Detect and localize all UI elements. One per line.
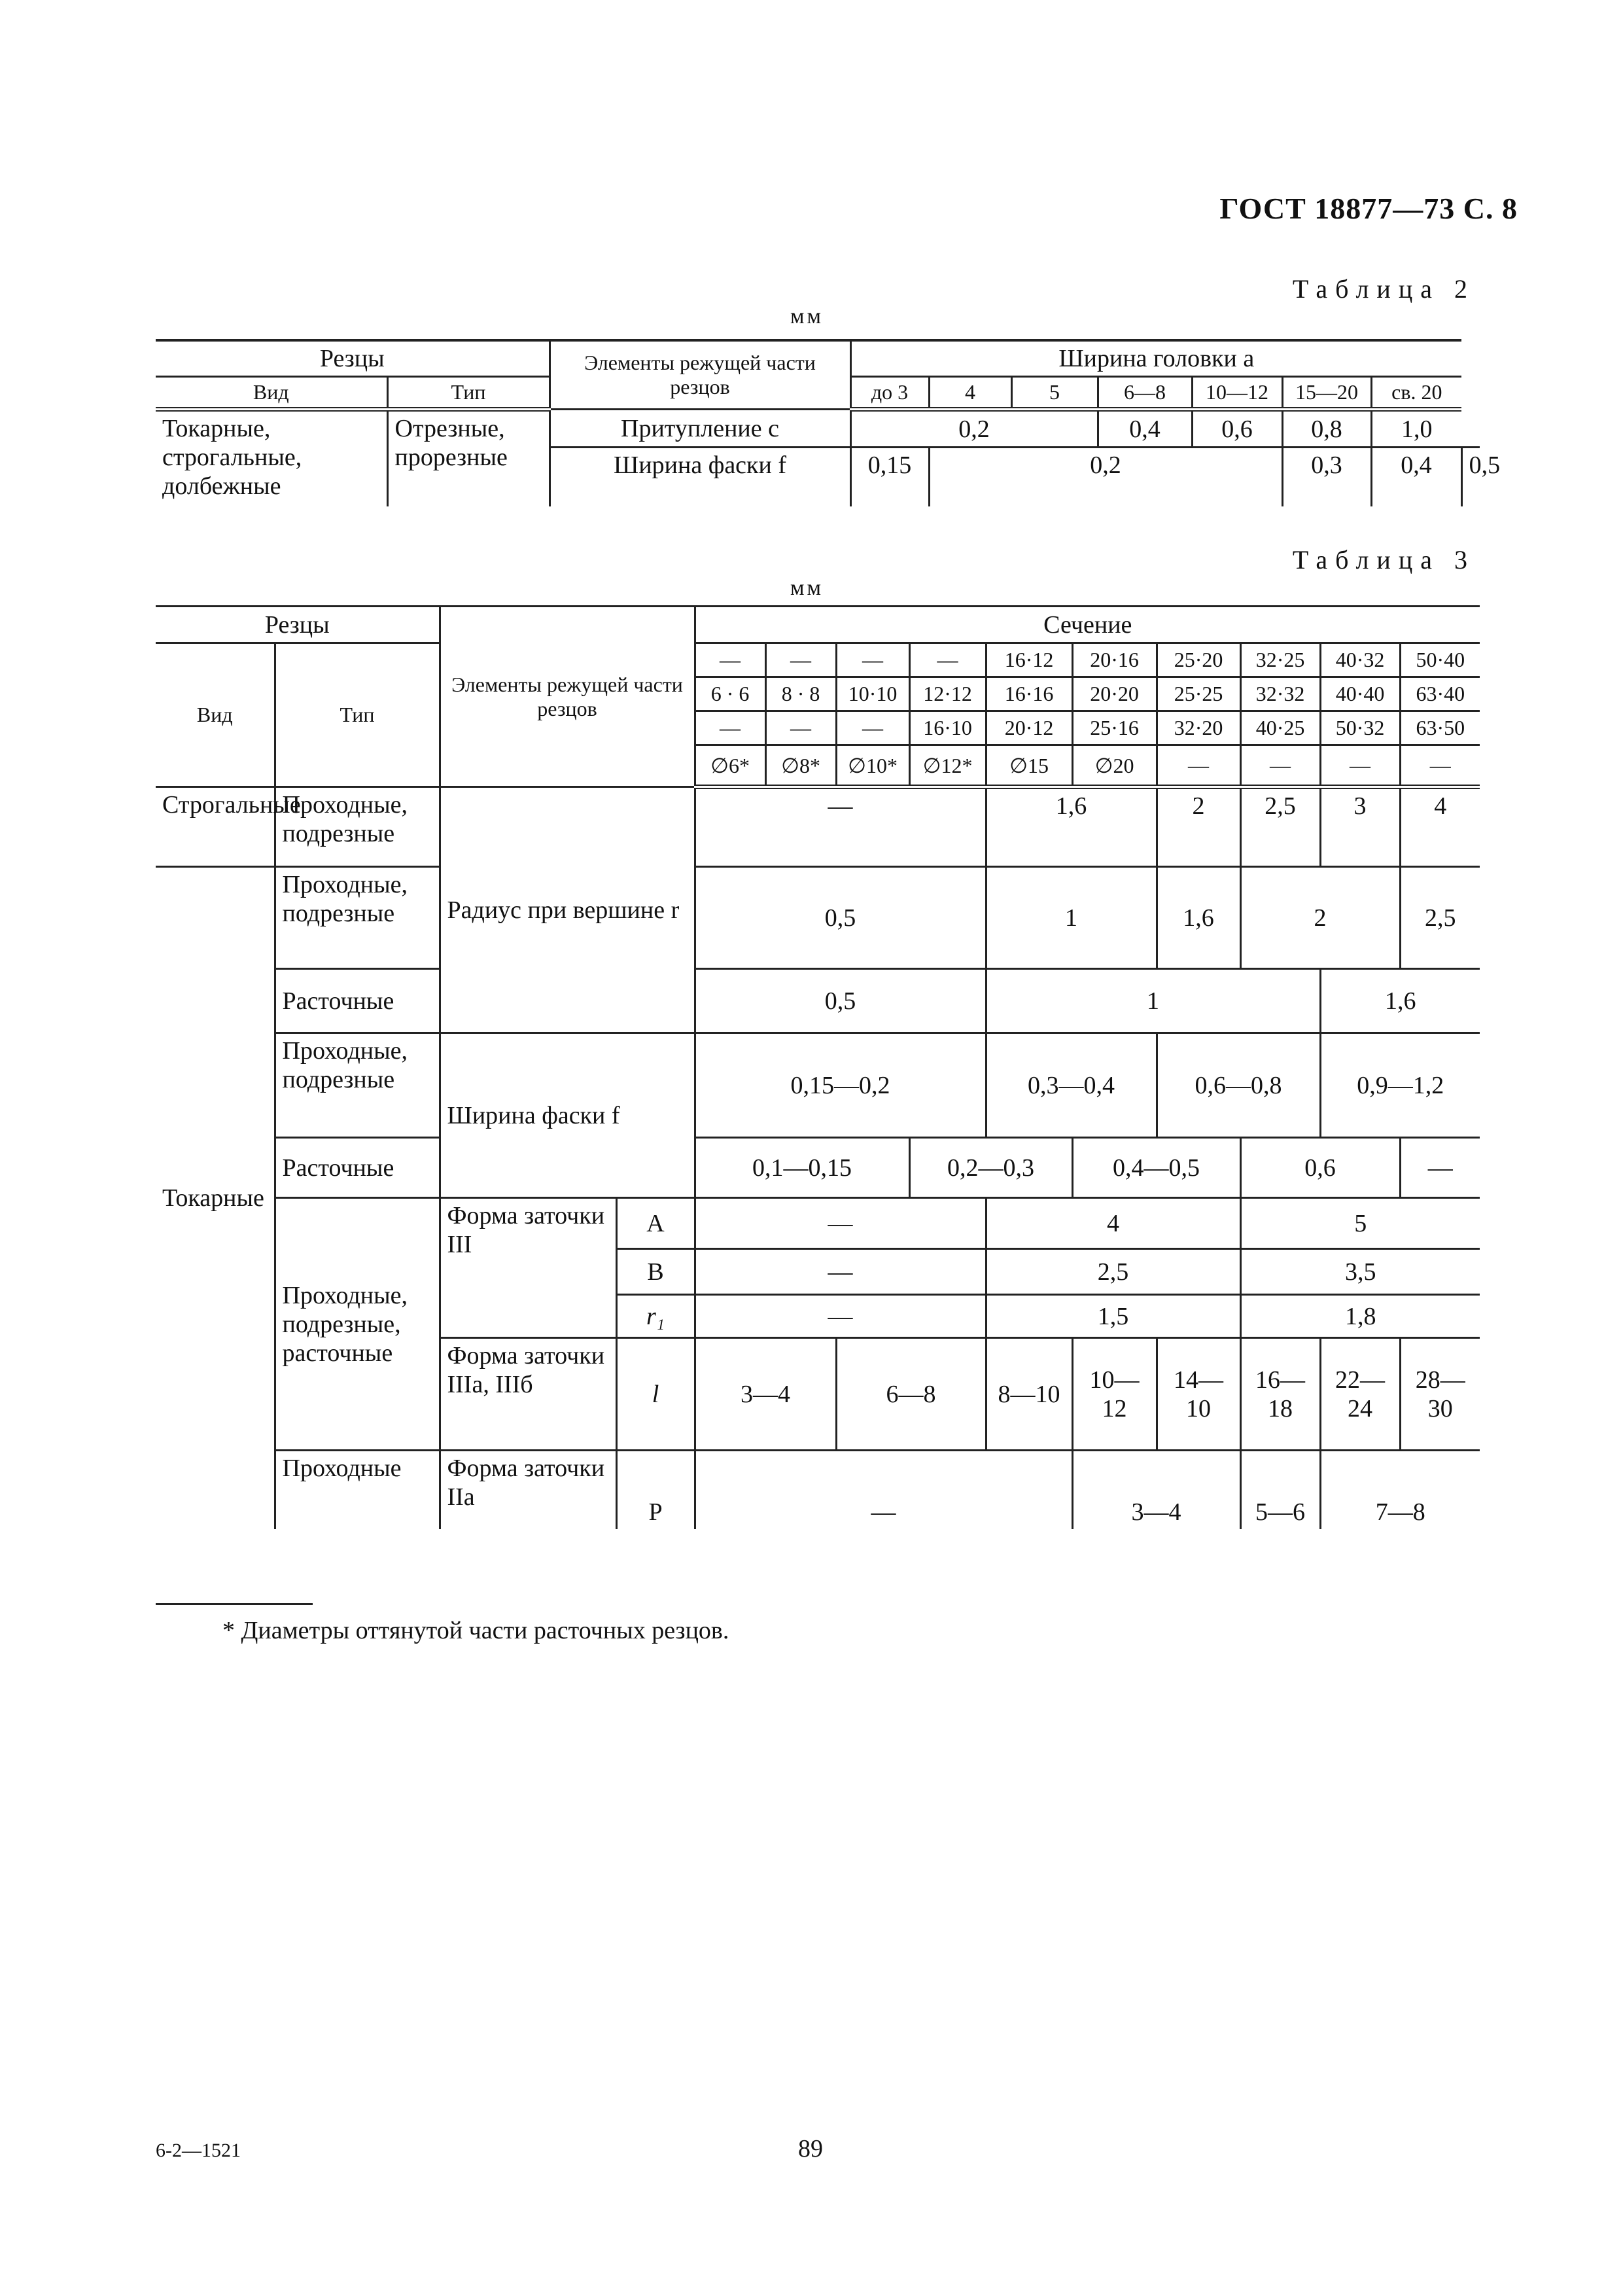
t3-row-l-v7: 28—30 <box>1400 1338 1480 1451</box>
t3-f-prohod-v3: 0,9—1,2 <box>1320 1033 1480 1138</box>
t3-row-r1-v0: — <box>695 1295 986 1338</box>
t3-sec2-0: 6 · 6 <box>695 677 765 711</box>
t2-head-rezcy: Резцы <box>156 340 550 377</box>
t2-row1-v4: 0,8 <box>1282 410 1371 448</box>
t3-sec1-6: 25·20 <box>1157 643 1240 677</box>
t2-row2-element: Ширина фаски f <box>550 448 850 506</box>
t2-row1-element: Притупление c <box>550 410 850 448</box>
t3-strog-v0: — <box>695 787 986 867</box>
t2-width-5: 15—20 <box>1282 377 1371 410</box>
t3-row-l-v0: 3—4 <box>695 1338 836 1451</box>
t2-row2-v5: 0,5 <box>1461 448 1480 506</box>
t3-row-r1-v2: 1,8 <box>1240 1295 1480 1338</box>
t3-r-prohod-tip: Проходные, подрезные <box>275 867 440 969</box>
t3-sec4-2: ∅10* <box>836 745 909 787</box>
t3-sec4-0: ∅6* <box>695 745 765 787</box>
t3-row-p-v0: — <box>695 1451 1072 1529</box>
t3-row-l-v1: 6—8 <box>836 1338 986 1451</box>
t2-width-2: 5 <box>1011 377 1098 410</box>
t3-sec4-6: — <box>1157 745 1240 787</box>
t3-f-rast-v2: 0,4—0,5 <box>1072 1138 1240 1198</box>
t3-sec4-4: ∅15 <box>986 745 1072 787</box>
t3-row-p-v2: 5—6 <box>1240 1451 1320 1529</box>
t3-forma2a-label: Форма заточки IIа <box>440 1451 616 1529</box>
t3-tok-vid: Токарные <box>156 867 275 1529</box>
t2-head-vid: Вид <box>156 377 387 410</box>
t2-row2-v3: 0,3 <box>1282 448 1371 506</box>
t3-r-prohod-v3: 2 <box>1240 867 1400 969</box>
t3-forma3-label: Форма заточки III <box>440 1198 616 1338</box>
t3-faska-label: Ширина фаски f <box>440 1033 695 1198</box>
table3-label: Таблица 3 <box>1292 545 1475 574</box>
footnote: * Диаметры оттянутой части расточных резцов. <box>222 1617 729 1644</box>
t3-sec2-9: 63·40 <box>1400 677 1480 711</box>
t3-r-prohod-v0: 0,5 <box>695 867 986 969</box>
t3-strog-v1: 1,6 <box>986 787 1157 867</box>
table2-unit: мм <box>790 304 824 328</box>
t2-row1-v2: 0,4 <box>1098 410 1192 448</box>
t3-sec3-0: — <box>695 711 765 745</box>
t3-sec2-5: 20·20 <box>1072 677 1157 711</box>
t3-sec2-2: 10·10 <box>836 677 909 711</box>
t3-row-b-v0: — <box>695 1249 986 1295</box>
t3-forma-tip: Проходные, подрезные, расточные <box>275 1198 440 1451</box>
t3-r-rast-v1: 1 <box>986 969 1320 1033</box>
t2-head-width: Ширина головки a <box>850 340 1461 377</box>
t2-vid: Токарные, строгальные, долбежные <box>156 410 387 506</box>
t3-row-b-v2: 3,5 <box>1240 1249 1480 1295</box>
t3-sec1-7: 32·25 <box>1240 643 1320 677</box>
t3-r-prohod-v4: 2,5 <box>1400 867 1480 969</box>
t3-sec3-5: 25·16 <box>1072 711 1157 745</box>
table-3 <box>156 605 1480 1529</box>
t3-sec1-3: — <box>909 643 986 677</box>
table3-unit: мм <box>790 576 824 600</box>
t3-row-l-v3: 10—12 <box>1072 1338 1157 1451</box>
t3-f-rast-v0: 0,1—0,15 <box>695 1138 909 1198</box>
t3-sec2-4: 16·16 <box>986 677 1072 711</box>
t3-sec3-6: 32·20 <box>1157 711 1240 745</box>
t3-r-rast-v0: 0,5 <box>695 969 986 1033</box>
document-reference: ГОСТ 18877—73 С. 8 <box>1219 192 1518 225</box>
t3-sec3-7: 40·25 <box>1240 711 1320 745</box>
t3-prohod-tip: Проходные <box>275 1451 440 1529</box>
t3-f-rast-tip: Расточные <box>275 1138 440 1198</box>
t3-sec4-3: ∅12* <box>909 745 986 787</box>
t3-row-b-v1: 2,5 <box>986 1249 1240 1295</box>
t3-sec1-9: 50·40 <box>1400 643 1480 677</box>
print-code: 6-2—1521 <box>156 2140 241 2161</box>
page-number: 89 <box>798 2135 823 2163</box>
t3-sec4-1: ∅8* <box>765 745 836 787</box>
t3-row-l-sym: l <box>616 1338 695 1451</box>
t3-sec4-9: — <box>1400 745 1480 787</box>
t2-row2-v1: 0,15 <box>850 448 929 506</box>
t3-r-prohod-v1: 1 <box>986 867 1157 969</box>
t2-width-4: 10—12 <box>1192 377 1282 410</box>
t3-row-r1-sym: r₁ <box>616 1295 695 1338</box>
t3-row-a-sym: A <box>616 1198 695 1249</box>
t3-row-a-v1: 4 <box>986 1198 1240 1249</box>
t3-row-p-v3: 7—8 <box>1320 1451 1480 1529</box>
t3-sec1-8: 40·32 <box>1320 643 1400 677</box>
table-2 <box>156 339 1501 506</box>
t3-f-prohod-v1: 0,3—0,4 <box>986 1033 1157 1138</box>
t3-sec2-1: 8 · 8 <box>765 677 836 711</box>
t3-row-l-v6: 22—24 <box>1320 1338 1400 1451</box>
t3-sec3-4: 20·12 <box>986 711 1072 745</box>
t3-row-p-sym: P <box>616 1451 695 1529</box>
t3-head-tip: Тип <box>275 643 440 787</box>
t2-row1-v3: 0,6 <box>1192 410 1282 448</box>
t2-width-0: до 3 <box>850 377 929 410</box>
t3-head-rezcy: Резцы <box>156 607 440 643</box>
t2-width-6: св. 20 <box>1371 377 1461 410</box>
t3-radius-label: Радиус при вершине r <box>440 787 695 1033</box>
t2-width-1: 4 <box>929 377 1011 410</box>
t3-strog-v3: 2,5 <box>1240 787 1320 867</box>
t3-row-l-v5: 16—18 <box>1240 1338 1320 1451</box>
t2-tip: Отрезные, прорезные <box>387 410 550 506</box>
t3-sec3-1: — <box>765 711 836 745</box>
t3-sec4-5: ∅20 <box>1072 745 1157 787</box>
t3-row-r1-v1: 1,5 <box>986 1295 1240 1338</box>
table2-label: Таблица 2 <box>1292 274 1475 304</box>
t3-sec2-8: 40·40 <box>1320 677 1400 711</box>
t3-f-rast-v4: — <box>1400 1138 1480 1198</box>
t3-row-l-v4: 14—10 <box>1157 1338 1240 1451</box>
t2-row2-v2: 0,2 <box>929 448 1282 506</box>
t3-sec2-6: 25·25 <box>1157 677 1240 711</box>
t3-row-b-sym: B <box>616 1249 695 1295</box>
t3-strog-v2: 2 <box>1157 787 1240 867</box>
t3-forma3a-label: Форма заточки IIIа, IIIб <box>440 1338 616 1451</box>
t3-f-prohod-v0: 0,15—0,2 <box>695 1033 986 1138</box>
t3-head-vid: Вид <box>156 643 275 787</box>
t3-sec3-3: 16·10 <box>909 711 986 745</box>
t3-strog-tip: Проходные, подрезные <box>275 787 440 867</box>
t3-sec1-4: 16·12 <box>986 643 1072 677</box>
t2-head-tip: Тип <box>387 377 550 410</box>
t3-sec1-1: — <box>765 643 836 677</box>
t3-row-p-v1: 3—4 <box>1072 1451 1240 1529</box>
t2-head-elements: Элементы режущей части резцов <box>550 340 850 410</box>
t3-head-elements: Элементы режущей части резцов <box>440 607 695 787</box>
t3-sec1-5: 20·16 <box>1072 643 1157 677</box>
t3-row-a-v0: — <box>695 1198 986 1249</box>
t3-sec4-7: — <box>1240 745 1320 787</box>
t3-sec2-3: 12·12 <box>909 677 986 711</box>
t3-sec3-9: 63·50 <box>1400 711 1480 745</box>
t3-r-rast-v2: 1,6 <box>1320 969 1480 1033</box>
t2-width-3: 6—8 <box>1098 377 1192 410</box>
t3-head-section: Сечение <box>695 607 1480 643</box>
t3-row-a-v2: 5 <box>1240 1198 1480 1249</box>
t3-f-prohod-v2: 0,6—0,8 <box>1157 1033 1320 1138</box>
t3-sec3-2: — <box>836 711 909 745</box>
t3-f-rast-v3: 0,6 <box>1240 1138 1400 1198</box>
t3-r-prohod-v2: 1,6 <box>1157 867 1240 969</box>
t3-f-rast-v1: 0,2—0,3 <box>909 1138 1072 1198</box>
footnote-divider <box>156 1603 313 1605</box>
t3-strog-vid: Строгальные <box>156 787 275 867</box>
t3-strog-v5: 4 <box>1400 787 1480 867</box>
t2-row1-v1: 0,2 <box>850 410 1098 448</box>
t3-sec1-2: — <box>836 643 909 677</box>
t3-f-prohod-tip: Проходные, подрезные <box>275 1033 440 1138</box>
t3-sec2-7: 32·32 <box>1240 677 1320 711</box>
t2-row2-v4: 0,4 <box>1371 448 1461 506</box>
t3-row-l-v2: 8—10 <box>986 1338 1072 1451</box>
t3-sec1-0: — <box>695 643 765 677</box>
t3-sec3-8: 50·32 <box>1320 711 1400 745</box>
t3-sec4-8: — <box>1320 745 1400 787</box>
t3-r-rast-tip: Расточные <box>275 969 440 1033</box>
t2-row1-v5: 1,0 <box>1371 410 1461 448</box>
t3-strog-v4: 3 <box>1320 787 1400 867</box>
